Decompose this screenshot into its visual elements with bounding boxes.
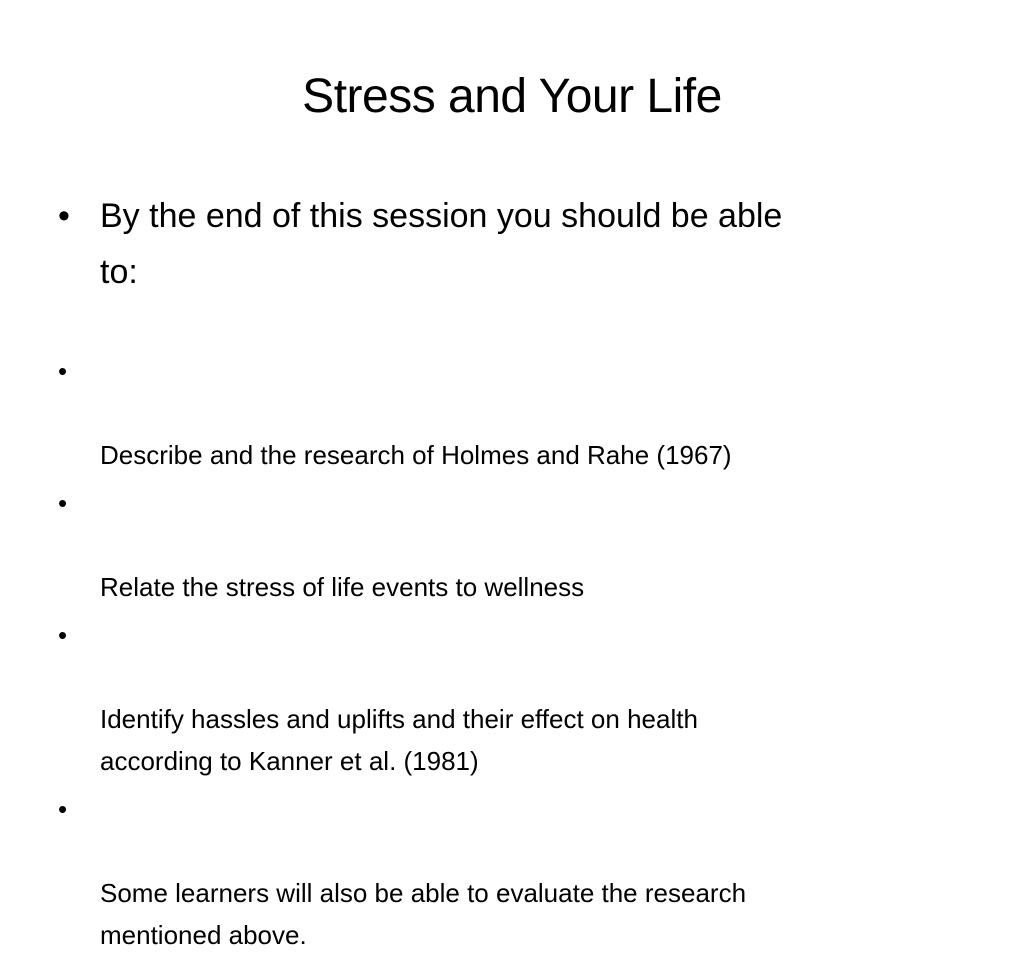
bullet-point: • <box>58 794 68 824</box>
bullet-point: • <box>58 356 68 386</box>
objective-item <box>58 350 918 476</box>
objective-item <box>58 614 918 782</box>
bullet-point: • <box>58 620 68 650</box>
intro-bullet <box>58 188 958 300</box>
objective-text: Some learners will also be able to evaluate the research mentioned above. <box>100 878 747 950</box>
intro-text: By the end of this session you should be able to: <box>100 197 783 291</box>
objective-text: Relate the stress of life events to wellness <box>100 572 585 602</box>
objective-item <box>58 788 918 956</box>
objective-text: Identify hassles and uplifts and their effect on health according to Kanner et al. (1981) <box>100 704 698 776</box>
slide-title: Stress and Your Life <box>302 70 722 123</box>
objective-item <box>58 482 918 608</box>
objectives-list <box>58 350 918 962</box>
bullet-point: • <box>58 197 70 235</box>
objective-text: Describe and the research of Holmes and Rahe (1967) <box>100 440 732 470</box>
bullet-point: • <box>58 488 68 518</box>
